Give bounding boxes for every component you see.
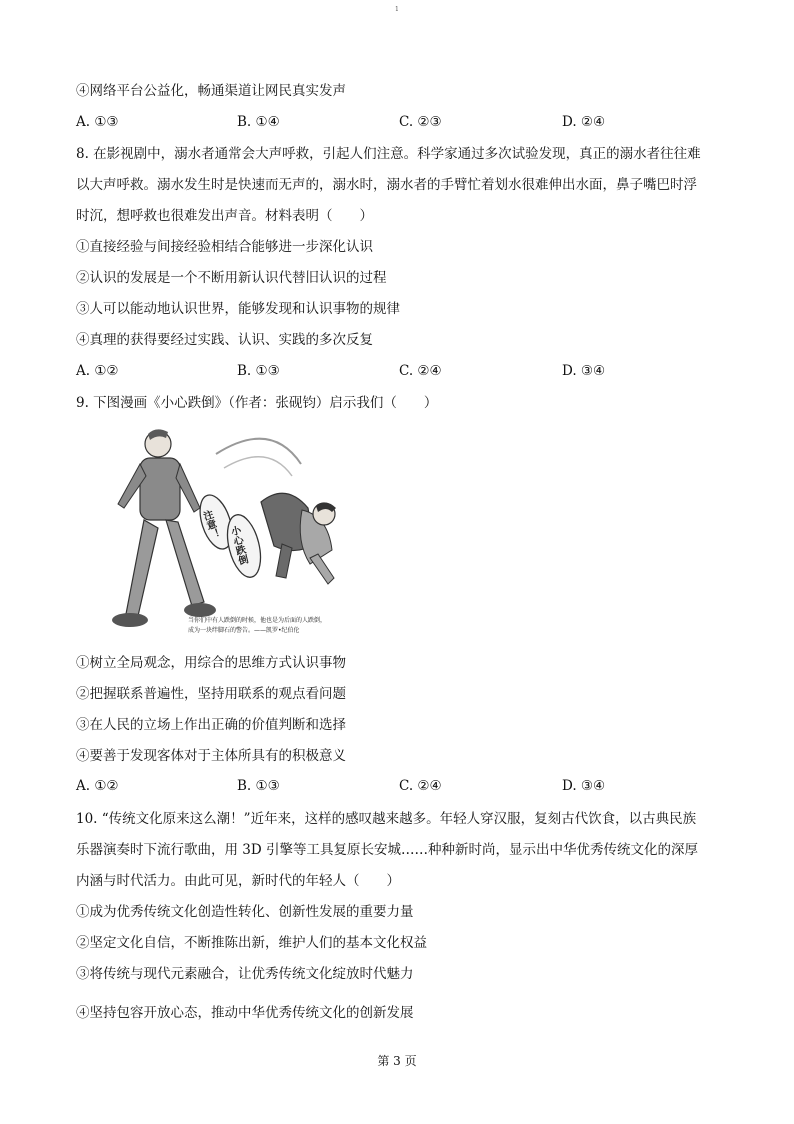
q10-item-4: ④坚持包容开放心态，推动中华优秀传统文化的创新发展: [76, 1005, 414, 1021]
shoe-left-text: 注意！: [199, 509, 220, 542]
q9-item-1: ①树立全局观念，用综合的思维方式认识事物: [76, 655, 346, 671]
q10-stem-line-3: 内涵与时代活力。由此可见，新时代的年轻人（ ）: [76, 873, 400, 889]
cartoon-image: [96, 424, 364, 642]
q7-item-4: ④网络平台公益化，畅通渠道让网民真实发声: [76, 83, 346, 99]
q10-stem-line-1: 10. “传统文化原来这么潮！”近年来，这样的感叹越来越多。年轻人穿汉服，复刻古代饮食，以古典民族: [76, 811, 697, 827]
q7-option-b: B. ①④: [237, 114, 280, 130]
walking-man-figure: [112, 429, 216, 627]
q9-item-2: ②把握联系普遍性，坚持用联系的观点看问题: [76, 686, 346, 702]
q7-option-c: C. ②③: [399, 114, 442, 130]
q8-option-d: D. ③④: [562, 363, 606, 379]
header-mark: 1: [395, 6, 399, 13]
q8-item-2: ②认识的发展是一个不断用新认识代替旧认识的过程: [76, 270, 387, 286]
q9-options: [76, 778, 716, 796]
q8-option-a: A. ①②: [76, 363, 119, 379]
q8-stem-line-1: 8. 在影视剧中，溺水者通常会大声呼救，引起人们注意。科学家通过多次试验发现，真正的溺水者往往难: [76, 146, 701, 162]
q9-option-a: A. ①②: [76, 778, 119, 794]
q8-stem-line-3: 时沉，想呼救也很难发出声音。材料表明（ ）: [76, 208, 373, 224]
q10-item-2: ②坚定文化自信，不断推陈出新，维护人们的基本文化权益: [76, 935, 427, 951]
shoe-right-text: 小心跌倒: [227, 524, 248, 567]
q9-option-d: D. ③④: [562, 778, 606, 794]
q8-item-1: ①直接经验与间接经验相结合能够进一步深化认识: [76, 239, 373, 255]
cartoon-caption-line-1: 当你们中有人跌倒的时候，他也是为后面的人跌倒，: [188, 617, 327, 624]
q10-stem-line-2: 乐器演奏时下流行歌曲，用 3D 引擎等工具复原长安城……种种新时尚，显示出中华优秀传统文化的深厚: [76, 842, 698, 858]
q8-option-b: B. ①③: [237, 363, 280, 379]
q10-item-1: ①成为优秀传统文化创造性转化、创新性发展的重要力量: [76, 904, 414, 920]
q9-stem: 9. 下图漫画《小心跌倒》（作者：张砚钧）启示我们（ ）: [76, 395, 438, 411]
q7-options: [76, 114, 716, 132]
q7-option-d: D. ②④: [562, 114, 606, 130]
q8-options: [76, 363, 716, 381]
cartoon-caption-line-2: 成为一块绊脚石的警告。——凯罗•纪伯伦: [188, 627, 300, 634]
motion-arc-1: [216, 439, 301, 464]
q8-item-4: ④真理的获得要经过实践、认识、实践的多次反复: [76, 332, 373, 348]
q7-option-a: A. ①③: [76, 114, 119, 130]
page-number: 第 3 页: [377, 1054, 417, 1068]
q9-item-3: ③在人民的立场上作出正确的价值判断和选择: [76, 717, 346, 733]
q10-item-3: ③将传统与现代元素融合，让优秀传统文化绽放时代魅力: [76, 966, 414, 982]
q9-option-c: C. ②④: [399, 778, 442, 794]
q8-item-3: ③人可以能动地认识世界，能够发现和认识事物的规律: [76, 301, 400, 317]
motion-arc-2: [224, 457, 292, 476]
q9-item-4: ④要善于发现客体对于主体所具有的积极意义: [76, 748, 346, 764]
q8-stem-line-2: 以大声呼救。溺水发生时是快速而无声的，溺水时，溺水者的手臂忙着划水很难伸出水面，鼻子嘴巴时浮: [76, 177, 697, 193]
falling-man-figure: [261, 493, 336, 584]
q8-option-c: C. ②④: [399, 363, 442, 379]
q9-option-b: B. ①③: [237, 778, 280, 794]
